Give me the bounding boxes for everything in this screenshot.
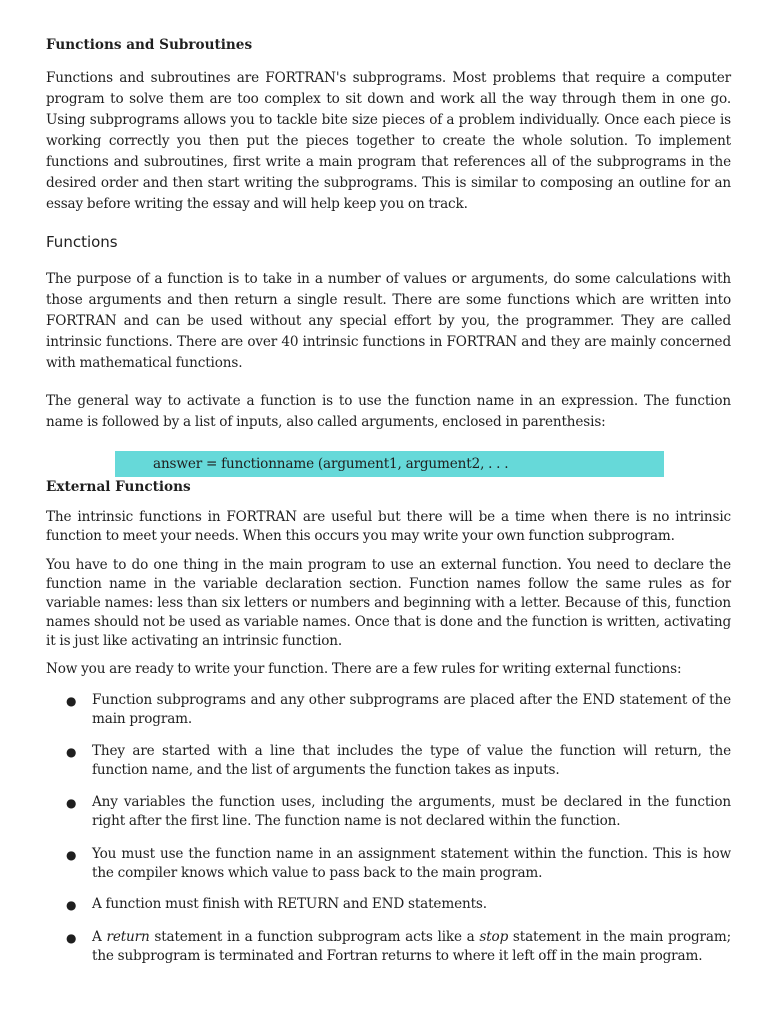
bullet-icon: ● bbox=[66, 898, 77, 912]
bullet-icon: ● bbox=[66, 694, 77, 708]
external-paragraph-3: Now you are ready to write your function. There are a few rules for writing external functions: bbox=[46, 661, 682, 677]
list-item-text: A function must finish with RETURN and END statements. bbox=[92, 896, 487, 912]
bullet-icon: ● bbox=[66, 796, 77, 810]
list-item bbox=[66, 928, 731, 966]
functions-paragraph-1: The purpose of a function is to take in a number of values or arguments, do some calculations with those arguments and then return a single result. There are some functions which are written into FORTRAN and can be used without any special effort by you, the programmer. They are called intrinsic functions. There are over 40 intrinsic functions in FORTRAN and they are mainly concerned with mathematical functions. bbox=[46, 271, 731, 371]
list-item-text: Function subprograms and any other subprograms are placed after the END statement of the main program. bbox=[92, 692, 731, 727]
list-item-text: You must use the function name in an assignment statement within the function. This is how the compiler knows which value to pass back to the main program. bbox=[92, 846, 731, 881]
bullet-icon: ● bbox=[66, 848, 77, 862]
emphasis-return: return bbox=[106, 929, 150, 945]
list-item bbox=[66, 793, 731, 831]
list-item-text-part: statement in the main program; the subprogram is terminated and Fortran returns to where it left off in the main program. bbox=[92, 929, 732, 964]
list-item-text: Any variables the function uses, including the arguments, must be declared in the function right after the first line. The function name is not declared within the function. bbox=[92, 794, 731, 829]
list-item-text bbox=[92, 928, 731, 966]
emphasis-stop: stop bbox=[479, 929, 509, 945]
code-example-box bbox=[115, 451, 664, 477]
bullet-icon: ● bbox=[66, 931, 77, 945]
list-item-text-part: A bbox=[92, 929, 107, 945]
bullet-icon: ● bbox=[66, 745, 77, 759]
functions-heading: Functions bbox=[46, 233, 118, 251]
list-item bbox=[66, 845, 731, 883]
code-example-text: answer = functionname (argument1, argument2, . . . bbox=[153, 456, 509, 472]
functions-paragraph-2: The general way to activate a function is to use the function name in an expression. The function name is followed by a list of inputs, also called arguments, enclosed in parenthesis: bbox=[46, 393, 731, 430]
section-title: Functions and Subroutines bbox=[46, 37, 253, 53]
external-paragraph-1: The intrinsic functions in FORTRAN are useful but there will be a time when there is no intrinsic function to meet your needs. When this occurs you may write your own function subprogram. bbox=[46, 509, 731, 544]
list-item-text: They are started with a line that includes the type of value the function will return, the function name, and the list of arguments the function takes as inputs. bbox=[92, 743, 731, 778]
list-item-text-part: statement in a function subprogram acts like a bbox=[149, 929, 480, 945]
external-functions-heading: External Functions bbox=[46, 479, 191, 495]
list-item bbox=[66, 742, 731, 780]
list-item bbox=[66, 691, 731, 729]
list-item bbox=[66, 895, 731, 914]
external-paragraph-2: You have to do one thing in the main program to use an external function. You need to declare the function name in the variable declaration section. Function names follow the same rules as for variable names: less than six letters or numbers and beginning with a letter. Because of this, function names should not be used as variable names. Once that is done and the function is written, activating it is just like activating an intrinsic function. bbox=[46, 557, 731, 649]
intro-paragraph: Functions and subroutines are FORTRAN's subprograms. Most problems that require a computer program to solve them are too complex to sit down and work all the way through them in one go. Using subprograms allows you to tackle bite size pieces of a problem individually. Once each piece is working correctly you then put the pieces together to create the whole solution. To implement functions and subroutines, first write a main program that references all of the subprograms in the desired order and then start writing the subprograms. This is similar to composing an outline for an essay before writing the essay and will help keep you on track. bbox=[46, 70, 731, 212]
